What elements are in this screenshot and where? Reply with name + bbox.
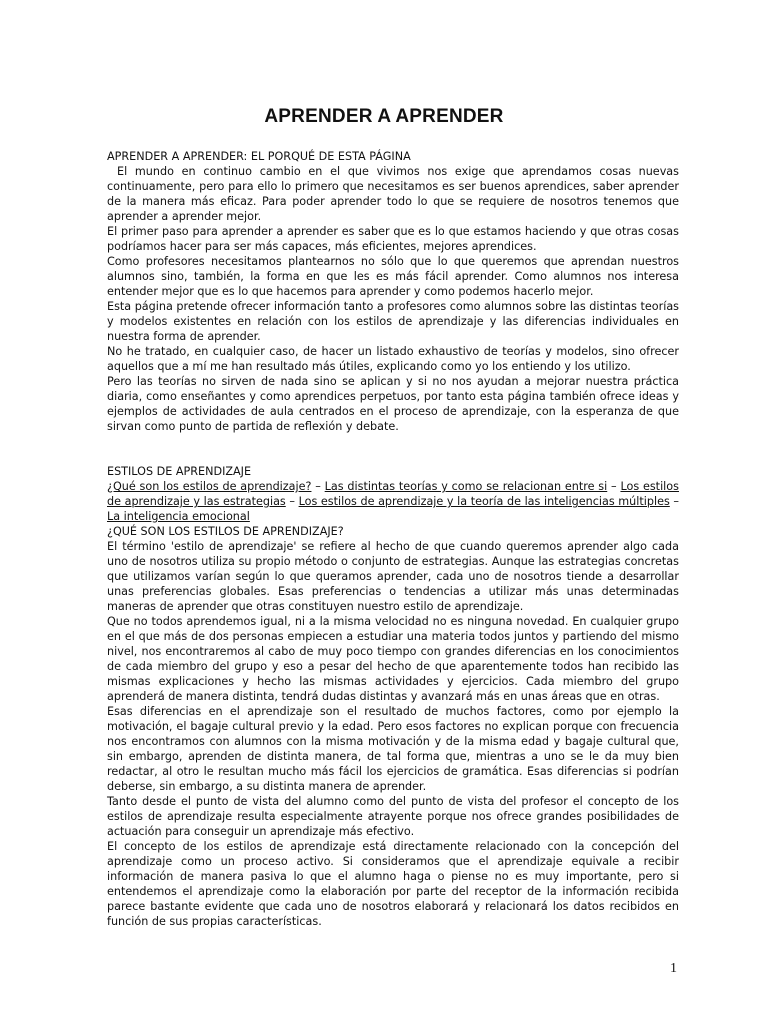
section-heading-porque: APRENDER A APRENDER: EL PORQUÉ DE ESTA PÁGINA xyxy=(107,150,411,163)
section-spacer xyxy=(107,434,679,464)
section-heading-estilos: ESTILOS DE APRENDIZAJE xyxy=(107,465,252,478)
document-title: APRENDER A APRENDER xyxy=(264,106,504,127)
link-inteligencia-emocional[interactable]: La inteligencia emocional xyxy=(107,510,250,523)
document-body xyxy=(107,149,679,929)
link-separator: – xyxy=(311,480,325,493)
paragraph: No he tratado, en cualquier caso, de hacer un listado exhaustivo de teorías y modelos, sino ofrecer aquellos que a mí me han resultado más útiles, explicando como yo los entiendo y los utilizo. xyxy=(107,345,679,373)
paragraph: El primer paso para aprender a aprender es saber que es lo que estamos haciendo y que otras cosas podríamos hacer para ser más capaces, más eficientes, mejores aprendices. xyxy=(107,225,679,253)
link-que-son-estilos[interactable]: ¿Qué son los estilos de aprendizaje? xyxy=(107,480,312,493)
paragraph: El término 'estilo de aprendizaje' se refiere al hecho de que cuando queremos aprender algo cada uno de nosotros utiliza su propio método o conjunto de estrategias. Aunque las estrategias concretas que utilizamos varían según lo que queramos aprender, cada uno de nosotros tiende a desarrollar unas preferencias globales. Esas preferencias o tendencias a utilizar más unas determinadas maneras de aprender que otras constituyen nuestro estilo de aprendizaje. xyxy=(107,540,679,613)
paragraph: Que no todos aprendemos igual, ni a la misma velocidad no es ninguna novedad. En cualquier grupo en el que más de dos personas empiecen a estudiar una materia todos juntos y partiendo del mismo nivel, nos encontraremos al cabo de muy poco tiempo con grandes diferencias en los conocimientos de cada miembro del grupo y eso a pesar del hecho de que aparentemente todos han recibido las mismas explicaciones y hecho las mismas actividades y ejercicios. Cada miembro del grupo aprenderá de manera distinta, tendrá dudas distintas y avanzará más en unas áreas que en otras. xyxy=(107,615,679,703)
link-separator: – xyxy=(669,495,679,508)
link-distintas-teorias[interactable]: Las distintas teorías y como se relacionan entre si xyxy=(324,480,608,493)
link-inteligencias-multiples[interactable]: Los estilos de aprendizaje y la teoría de las inteligencias múltiples xyxy=(298,495,670,508)
topic-links xyxy=(107,479,679,524)
paragraph: Esas diferencias en el aprendizaje son el resultado de muchos factores, como por ejemplo la motivación, el bagaje cultural previo y la edad. Pero esos factores no explican porque con frecuencia nos encontramos con alumnos con la misma motivación y de la misma edad y bagaje cultural que, sin embargo, aprenden de distinta manera, de tal forma que, mientras a uno se le da muy bien redactar, al otro le resultan mucho más fácil los ejercicios de gramática. Esas diferencias si podrían deberse, sin embargo, a su distinta manera de aprender. xyxy=(107,705,679,793)
link-separator: – xyxy=(285,495,299,508)
paragraph: El mundo en continuo cambio en el que vivimos nos exige que aprendamos cosas nuevas continuamente, pero para ello lo primero que necesitamos es ser buenos aprendices, saber aprender de la manera más eficaz. Para poder aprender todo lo que se requiere de nosotros tenemos que aprender a aprender mejor. xyxy=(107,165,679,223)
paragraph: El concepto de los estilos de aprendizaje está directamente relacionado con la concepción del aprendizaje como un proceso activo. Si consideramos que el aprendizaje equivale a recibir información de manera pasiva lo que el alumno haga o piense no es muy importante, pero si entendemos el aprendizaje como la elaboración por parte del receptor de la información recibida parece bastante evidente que cada uno de nosotros elaborará y relacionará los datos recibidos en función de sus propias características. xyxy=(107,840,679,928)
paragraph: Como profesores necesitamos plantearnos no sólo que lo que queremos que aprendan nuestros alumnos sino, también, la forma en que les es más fácil aprender. Como alumnos nos interesa entender mejor que es lo que hacemos para aprender y como podemos hacerlo mejor. xyxy=(107,255,679,298)
paragraph: Tanto desde el punto de vista del alumno como del punto de vista del profesor el concepto de los estilos de aprendizaje resulta especialmente atrayente porque nos ofrece grandes posibilidades de actuación para conseguir un aprendizaje más efectivo. xyxy=(107,795,679,838)
link-separator: – xyxy=(607,480,621,493)
paragraph: Pero las teorías no sirven de nada sino se aplican y si no nos ayudan a mejorar nuestra práctica diaria, como enseñantes y como aprendices perpetuos, por tanto esta página también ofrece ideas y ejemplos de actividades de aula centrados en el proceso de aprendizaje, con la esperanza de que sirvan como punto de partida de reflexión y debate. xyxy=(107,375,679,433)
paragraph: Esta página pretende ofrecer información tanto a profesores como alumnos sobre las distintas teorías y modelos existentes en relación con los estilos de aprendizaje y las diferencias individuales en nuestra forma de aprender. xyxy=(107,300,679,343)
page-number: 1 xyxy=(670,961,677,976)
subsection-heading: ¿QUÉ SON LOS ESTILOS DE APRENDIZAJE? xyxy=(107,525,344,538)
link-estilos-estrategias[interactable]: Los estilos de aprendizaje y las estrategias xyxy=(107,480,679,508)
